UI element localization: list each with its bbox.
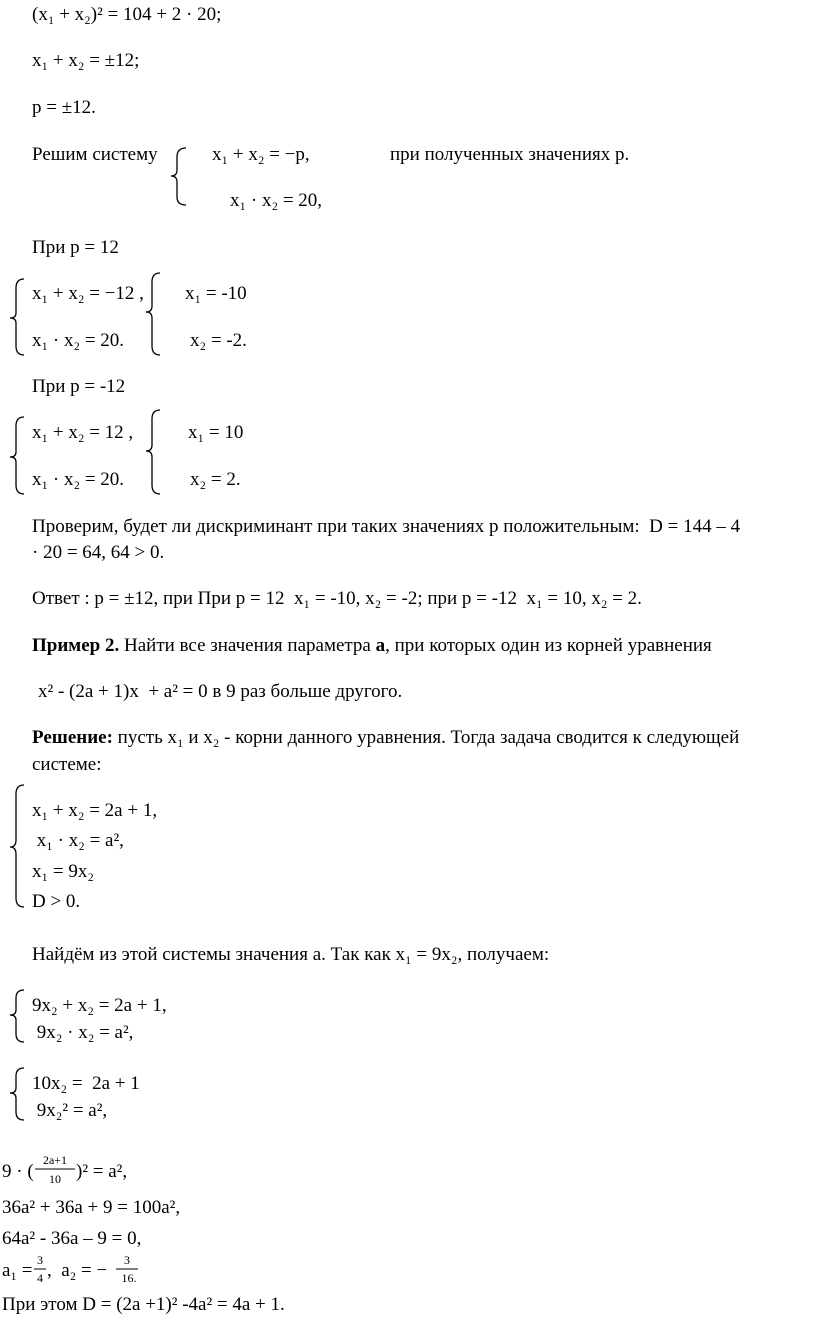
equation-2: 36a² + 36a + 9 = 100a², (2, 1197, 181, 1218)
equation-1-numerator: 2a+1 (42, 1153, 68, 1167)
example-2-param: а (375, 635, 386, 656)
system-2-eq1: x₁ + x₂ = 2a + 1, (32, 800, 158, 821)
system-3-eq1: 9x₂ + x₂ = 2a + 1, (32, 995, 167, 1016)
example-2-statement (32, 635, 712, 657)
solution-line-2: системе: (32, 754, 102, 775)
solution-line (32, 727, 739, 749)
last-line: При этом D = (2a +1)² -4a² = 4a + 1. (2, 1294, 285, 1315)
system-2-eq3: x₁ = 9x₂ (32, 861, 94, 882)
system-1-eq1: x₁ + x₂ = −p, (212, 144, 310, 165)
line-sum: x₁ + x₂ = ±12; (32, 50, 140, 71)
case-p12-eq2: x₁ · x₂ = 20. (32, 330, 125, 351)
case-p12-root2: x₂ = -2. (190, 330, 247, 351)
example-2-equation: x² - (2a + 1)x + a² = 0 в 9 раз больше другого. (38, 681, 403, 702)
system-4-eq1: 10x₂ = 2a + 1 (32, 1073, 140, 1094)
equation-4-den2: 16. (121, 1271, 137, 1285)
brace-p12-left (10, 279, 24, 355)
solution-text: пусть x₁ и x₂ - корни данного уравнения. Тогда задача сводится к следующей (112, 727, 740, 748)
equation-3: 64a² - 36a – 9 = 0, (2, 1228, 142, 1249)
system-1-tail: при полученных значениях р. (390, 144, 630, 165)
case-pm12-root2: x₂ = 2. (190, 469, 241, 490)
equation-1-prefix: 9 · ( (2, 1161, 34, 1182)
case-p12-heading: При р = 12 (32, 237, 119, 258)
case-pm12-heading: При р = -12 (32, 376, 126, 397)
equation-4-a1: a₁ = (2, 1260, 38, 1281)
check-line-1: Проверим, будет ли дискриминант при таких значениях р положительным: D = 144 – 4 (32, 516, 741, 537)
find-line: Найдём из этой системы значения а. Так как x₁ = 9x₂, получаем: (32, 944, 550, 965)
check-line-2: · 20 = 64, 64 > 0. (32, 542, 165, 563)
case-p12-root1: x₁ = -10 (185, 283, 247, 304)
equation-4-den1: 4 (37, 1271, 43, 1285)
brace-pm12-right (146, 410, 160, 494)
brace-p12-right (146, 273, 160, 355)
equation-4-num1: 3 (37, 1253, 43, 1267)
line-p: p = ±12. (32, 97, 96, 118)
case-pm12-root1: x₁ = 10 (188, 422, 244, 443)
equation-1-suffix: )² = a², (76, 1161, 128, 1182)
brace-system-4 (10, 1068, 24, 1120)
brace-system-2 (10, 785, 24, 907)
equation-1-denominator: 10 (49, 1172, 61, 1186)
system-3-eq2: 9x₂ · x₂ = a², (32, 1022, 134, 1043)
system-1-eq2: x₁ · x₂ = 20, (230, 190, 323, 211)
example-2-label: Пример 2. (32, 635, 120, 656)
system-4-eq2: 9x₂² = a², (32, 1100, 108, 1121)
equation-4-mid: , a₂ = − (47, 1260, 108, 1281)
system-2-eq2: x₁ · x₂ = a², (32, 830, 124, 851)
example-2-text-1: Найти все значения параметра (119, 635, 376, 656)
brace-pm12-left (10, 417, 24, 494)
system-1-intro: Решим систему (32, 144, 158, 165)
case-p12-eq1: x₁ + x₂ = −12 , (32, 283, 144, 304)
case-pm12-eq1: x₁ + x₂ = 12 , (32, 422, 134, 443)
case-pm12-eq2: x₁ · x₂ = 20. (32, 469, 125, 490)
system-2-eq4: D > 0. (32, 891, 81, 912)
example-2-text-2: , при которых один из корней уравнения (385, 635, 712, 656)
line-sum-squared: (x₁ + x₂)² = 104 + 2 · 20; (32, 4, 222, 25)
equation-4-num2: 3 (124, 1253, 130, 1267)
brace-system-3 (10, 990, 24, 1042)
brace-system-1 (171, 148, 186, 205)
answer-line: Ответ : р = ±12, при При р = 12 x₁ = -10, x₂ = -2; при р = -12 x₁ = 10, x₂ = 2. (32, 588, 642, 609)
solution-label: Решение: (32, 727, 113, 748)
